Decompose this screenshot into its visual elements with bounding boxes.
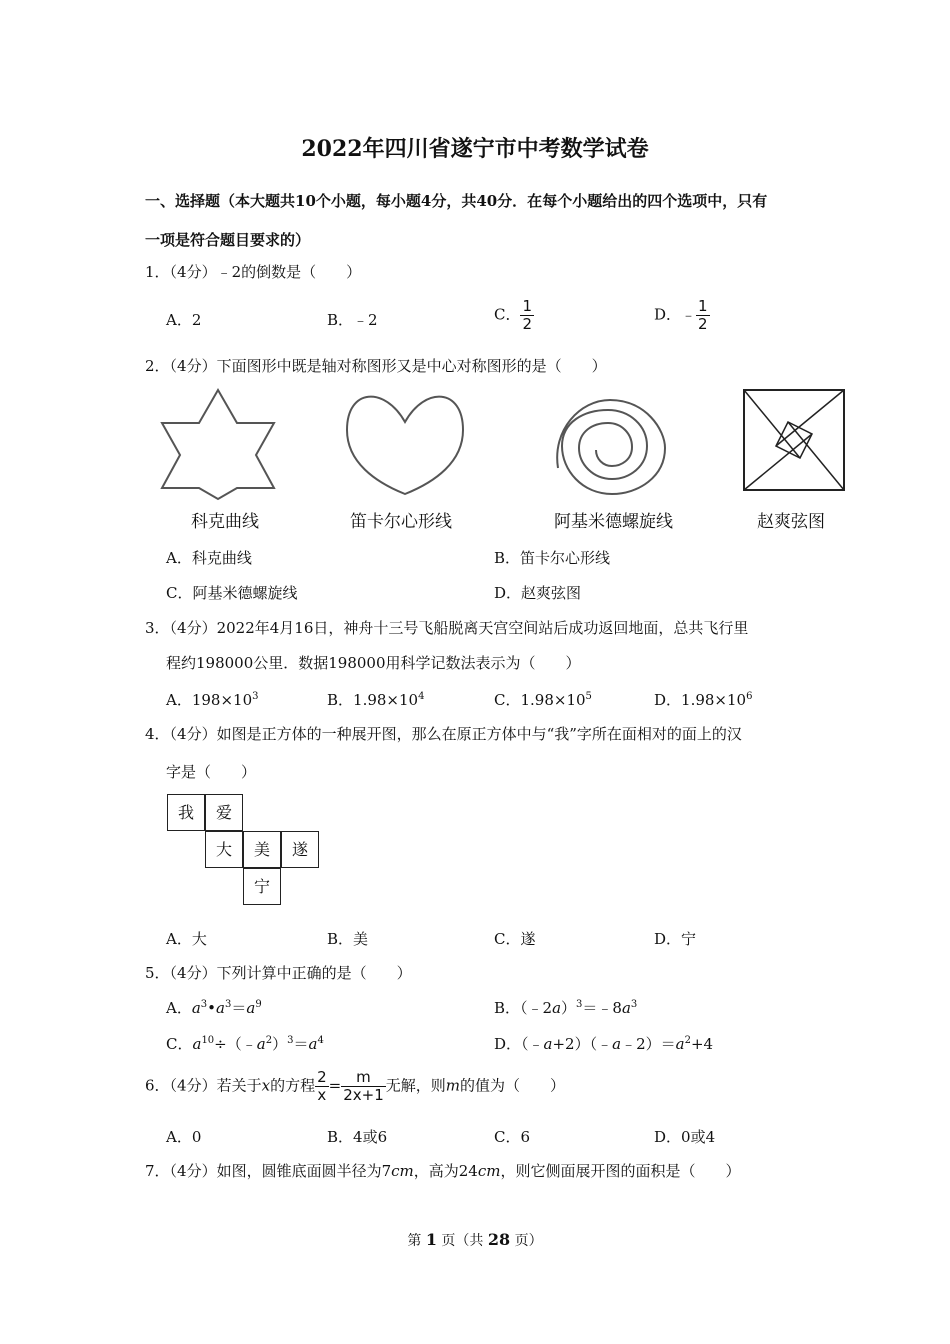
question-5: 5．（4分）下列计算中正确的是（ ） [145, 964, 412, 982]
q2-option-a: A．科克曲线 [166, 549, 252, 567]
q3-option-d: D．$1.98\times 10^6$ [654, 691, 753, 709]
question-4-line1: 4．（4分）如图是正方体的一种展开图，那么在原正方体中与“我”字所在面相对的面上的汉 [145, 725, 742, 743]
q2-figures [160, 382, 860, 502]
q5-option-c: C．$a^{10}\div(﹣a^2)^3=a^4$ [166, 1035, 324, 1053]
net-cell: 爱 [205, 794, 243, 831]
question-7: 7．（4分）如图，圆锥底面圆半径为7cm，高为24cm，则它侧面展开图的面积是（ ） [145, 1162, 741, 1180]
caption-zhao: 赵爽弦图 [757, 512, 825, 532]
q5-option-a: A．$a^3•a^3=a^9$ [166, 999, 262, 1017]
q4-option-b: B．美 [327, 930, 369, 948]
q3-option-c: C．$1.98\times 10^5$ [494, 691, 592, 709]
q4-option-d: D．宁 [654, 930, 697, 948]
q5-option-b: B．$(﹣2a)^3=﹣8a^3$ [494, 999, 638, 1017]
caption-cardioid: 笛卡尔心形线 [350, 512, 452, 532]
q2-option-d: D．赵爽弦图 [494, 584, 582, 602]
q2-option-b: B．笛卡尔心形线 [494, 549, 611, 567]
q6-option-d: D．0或4 [654, 1128, 716, 1146]
page-title: 2022年四川省遂宁市中考数学试卷 [301, 136, 649, 162]
net-cell: 美 [243, 831, 281, 868]
q2-option-c: C．阿基米德螺旋线 [166, 584, 298, 602]
question-2: 2．（4分）下面图形中既是轴对称图形又是中心对称图形的是（ ） [145, 357, 607, 375]
question-1: 1．（4分）﹣2的倒数是（ ） [145, 263, 362, 281]
net-cell: 宁 [243, 868, 281, 905]
caption-spiral: 阿基米德螺旋线 [554, 512, 673, 532]
q6-option-c: C．6 [494, 1128, 531, 1146]
q6-option-a: A．0 [166, 1128, 202, 1146]
cardioid-figure [347, 397, 463, 494]
caption-koch: 科克曲线 [191, 512, 259, 532]
question-4-line2: 字是（ ） [166, 763, 257, 781]
q1-option-b: B．﹣2 [327, 311, 378, 329]
page-footer: 第 1 页（共 28 页） [407, 1230, 543, 1249]
question-3-line2: 程约198000公里．数据198000用科学记数法表示为（ ） [166, 654, 581, 672]
section-heading-line2: 一项是符合题目要求的） [145, 231, 311, 249]
zhao-shuang-figure [744, 390, 844, 490]
q6-option-b: B．4或6 [327, 1128, 388, 1146]
question-6: 6．（4分）若关于x的方程 $\frac{2}{x}$ = $\frac{m}{2x+1}$ 无解，则m的值为（ ） [145, 1068, 566, 1104]
q1-option-d: D．﹣ $\frac{1}{2}$ [654, 297, 708, 333]
q5-option-d: D．$(﹣a+2)(﹣a﹣2)=a^2+4$ [494, 1035, 714, 1053]
q1-option-c: C． $\frac{1}{2}$ [494, 297, 533, 333]
q1-option-a: A．2 [166, 311, 202, 329]
net-cell: 我 [167, 794, 205, 831]
section-heading-line1: 一、选择题（本大题共10个小题，每小题4分，共40分．在每个小题给出的四个选项中，只有 [145, 192, 768, 210]
q3-option-a: A．$198\times 10^3$ [166, 691, 259, 709]
q3-option-b: B．$1.98\times 10^4$ [327, 691, 425, 709]
koch-curve-figure [162, 390, 274, 499]
net-cell: 遂 [281, 831, 319, 868]
q4-option-c: C．遂 [494, 930, 536, 948]
q4-option-a: A．大 [166, 930, 207, 948]
net-cell: 大 [205, 831, 243, 868]
archimedean-spiral-figure [557, 400, 665, 494]
question-3-line1: 3．（4分）2022年4月16日，神舟十三号飞船脱离天宫空间站后成功返回地面，总共飞行里 [145, 619, 749, 637]
